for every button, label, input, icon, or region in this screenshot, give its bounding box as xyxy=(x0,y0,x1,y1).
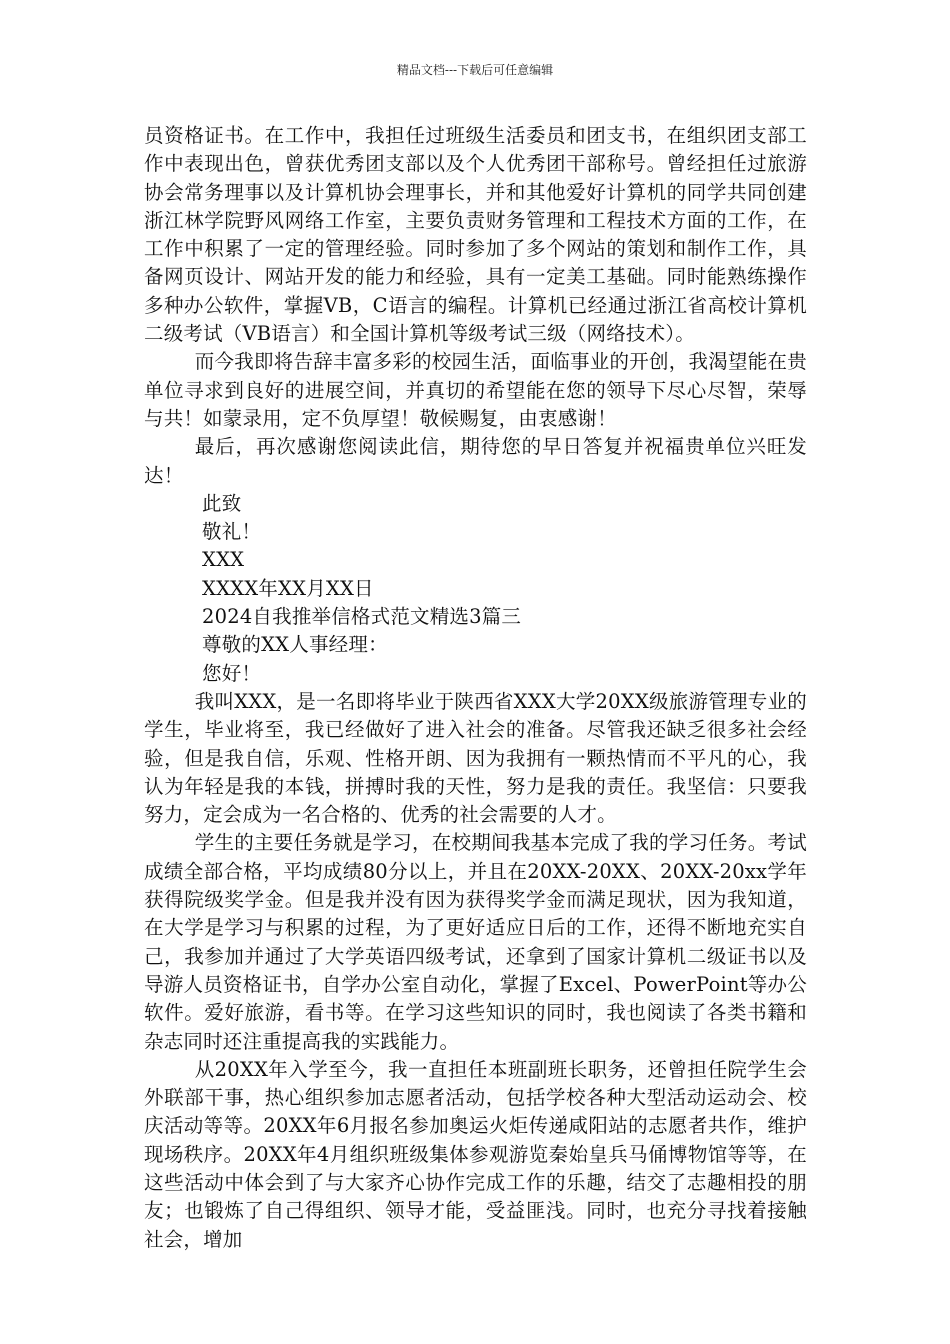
signature-date: XXXX年XX月XX日 xyxy=(202,576,374,600)
letter-hello: 您好！ xyxy=(202,661,262,685)
signature-name: XXX xyxy=(202,548,245,572)
salutation-cizhi: 此致 xyxy=(202,491,242,515)
page-header: 精品文档---下载后可任意编辑 xyxy=(396,63,554,77)
paragraph-activities: 从20XX年入学至今，我一直担任本班副班长职务，还曾担任院学生会外联部干事，热心组织参加志愿者活动，包括学校各种大型活动运动会、校庆活动等等。20XX年6月报名参加奥运火炬传递咸阳站的志愿者共作，维护现场秩序。20XX年4月组织班级集体参观游览秦始皇兵马俑博物馆等等，在这些活动中体会到了与大家齐心协作完成工作的乐趣，结交了志趣相投的朋友；也锻炼了自己得组织、领导才能，受益匪浅。同时，也充分寻找着接触社会，增加 xyxy=(144,1057,807,1251)
paragraph-introduction: 我叫XXX，是一名即将毕业于陕西省XXX大学20XX级旅游管理专业的学生，毕业将至，我已经做好了进入社会的准备。尽管我还缺乏很多社会经验，但是我自信，乐观、性格开朗、因为我拥有一颗热情而不平凡的心，我认为年轻是我的本钱，拼搏时我的天性，努力是我的责任。我坚信：只要我努力，定会成为一名合格的、优秀的社会需要的人才。 xyxy=(144,689,807,827)
salutation-jingli: 敬礼！ xyxy=(202,520,262,544)
document-body xyxy=(144,122,807,1254)
paragraph-closing-thanks: 最后，再次感谢您阅读此信，期待您的早日答复并祝福贵单位兴旺发达！ xyxy=(144,435,807,487)
paragraph-qualifications: 员资格证书。在工作中，我担任过班级生活委员和团支书，在组织团支部工作中表现出色，曾获优秀团支部以及个人优秀团干部称号。曾经担任过旅游协会常务理事以及计算机协会理事长，并和其他爱好计算机的同学共同创建浙江林学院野风网络工作室，主要负责财务管理和工程技术方面的工作，在工作中积累了一定的管理经验。同时参加了多个网站的策划和制作工作，具备网页设计、网站开发的能力和经验，具有一定美工基础。同时能熟练操作多种办公软件，掌握VB，C语言的编程。计算机已经通过浙江省高校计算机二级考试（VB语言）和全国计算机等级考试三级（网络技术）。 xyxy=(144,124,807,346)
letter-greeting: 尊敬的XX人事经理： xyxy=(202,633,388,657)
paragraph-aspiration: 而今我即将告辞丰富多彩的校园生活，面临事业的开创，我渴望能在贵单位寻求到良好的进展空间，并真切的希望能在您的领导下尽心尽智，荣辱与共！如蒙录用，定不负厚望！敬候赐复，由衷感谢！ xyxy=(144,350,807,430)
section-title: 2024自我推举信格式范文精选3篇三 xyxy=(202,605,522,629)
paragraph-study: 学生的主要任务就是学习，在校期间我基本完成了我的学习任务。考试成绩全部合格，平均成绩80分以上，并且在20XX-20XX、20XX-20xx学年获得院级奖学金。但是我并没有因为获得奖学金而满足现状，因为我知道，在大学是学习与积累的过程，为了更好适应日后的工作，还得不断地充实自己，我参加并通过了大学英语四级考试，还拿到了国家计算机二级证书以及导游人员资格证书，自学办公室自动化，掌握了Excel、PowerPoint等办公软件。爱好旅游，看书等。在学习这些知识的同时，我也阅读了各类书籍和杂志同时还注重提高我的实践能力。 xyxy=(144,831,807,1053)
